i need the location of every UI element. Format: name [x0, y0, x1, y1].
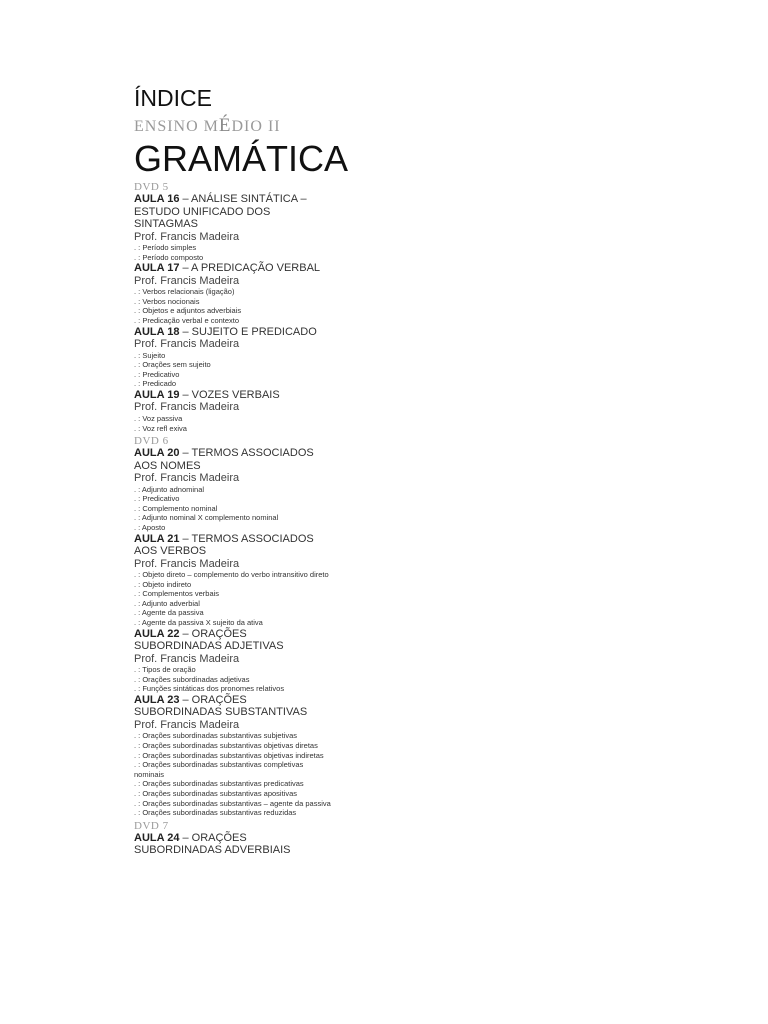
topic-list: [134, 485, 334, 533]
aula-entry: [134, 389, 334, 433]
aula-number: AULA 17: [134, 262, 180, 275]
course-subtitle-end: DIO II: [231, 118, 281, 135]
aula-entry: [134, 447, 334, 532]
aula-title: – SUJEITO E PREDICADO: [179, 325, 317, 338]
aula-heading: [134, 389, 334, 402]
dvd-label: DVD 7: [134, 819, 169, 832]
professor-name: Prof. Francis Madeira: [134, 230, 240, 243]
topic-item: . : Orações subordinadas substantivas apositivas: [134, 789, 298, 798]
aula-title: – TERMOS ASSOCIADOS AOS NOMES: [134, 447, 314, 472]
topic-item: . : Orações subordinadas substantivas predicativas: [134, 779, 304, 789]
topic-item: . : Verbos relacionais (ligação): [134, 287, 235, 297]
topic-item: . : Complemento nominal: [134, 503, 218, 513]
course-subtitle-start: ENSINO M: [134, 118, 219, 135]
aula-number: AULA 22: [134, 627, 180, 640]
dvd-label: DVD 5: [134, 181, 169, 193]
aula-title: – ORAÇÕES SUBORDINADAS ADJETIVAS: [134, 627, 284, 653]
aula-heading: [134, 326, 334, 339]
topic-item: . : Período composto: [134, 252, 204, 262]
aula-title: – VOZES VERBAIS: [179, 388, 280, 401]
topic-item: . : Predicação verbal e contexto: [134, 315, 240, 325]
aula-number: AULA 16: [134, 193, 180, 205]
professor-name: Prof. Francis Madeira: [134, 472, 240, 485]
aula-number: AULA 18: [134, 325, 180, 338]
aula-entry: [134, 694, 334, 818]
dvd-section: [134, 435, 334, 818]
aula-entry: [134, 326, 334, 389]
topic-item: . : Período simples: [134, 243, 197, 252]
topic-item: . : Orações subordinadas substantivas completivas nominais: [134, 760, 304, 779]
topic-item: . : Tipos de oração: [134, 665, 196, 675]
topic-list: [134, 414, 334, 433]
aula-heading: [134, 832, 334, 857]
professor-name: Prof. Francis Madeira: [134, 557, 240, 570]
topic-item: . : Objeto direto – complemento do verbo intransitivo direto: [134, 570, 329, 580]
aula-number: AULA 21: [134, 532, 180, 545]
topic-item: . : Orações subordinadas substantivas subjetivas: [134, 731, 298, 741]
professor-name: Prof. Francis Madeira: [134, 718, 240, 731]
topic-item: . : Predicado: [134, 379, 177, 389]
topic-list: [134, 665, 334, 694]
aula-title: – TERMOS ASSOCIADOS AOS VERBOS: [134, 532, 314, 558]
topic-list: [134, 243, 334, 262]
topic-item: . : Orações sem sujeito: [134, 360, 211, 370]
topic-list: [134, 570, 334, 628]
topic-item: . : Objeto indireto: [134, 579, 192, 589]
topic-list: [134, 351, 334, 389]
professor-name: Prof. Francis Madeira: [134, 338, 240, 351]
dvd-section: [134, 820, 334, 857]
dvd-list: [134, 181, 334, 857]
aula-entry: [134, 832, 334, 857]
aula-number: AULA 24: [134, 831, 180, 844]
aula-title: – ANÁLISE SINTÁTICA – ESTUDO UNIFICADO DOS SINTAGMAS: [134, 193, 307, 230]
course-subtitle: [134, 116, 334, 137]
topic-item: . : Adjunto nominal X complemento nominal: [134, 513, 279, 523]
aula-heading: [134, 533, 334, 558]
topic-item: . : Aposto: [134, 523, 166, 532]
aula-title: – A PREDICAÇÃO VERBAL: [179, 262, 321, 275]
topic-item: . : Predicativo: [134, 494, 180, 504]
professor-name: Prof. Francis Madeira: [134, 401, 240, 414]
aula-heading: [134, 262, 334, 275]
aula-entry: [134, 628, 334, 694]
professor-name: Prof. Francis Madeira: [134, 274, 240, 287]
topic-item: . : Objetos e adjuntos adverbiais: [134, 306, 242, 316]
index-document: [134, 84, 349, 857]
aula-heading: [134, 447, 334, 472]
topic-item: . : Agente da passiva: [134, 608, 204, 618]
aula-heading: [134, 193, 334, 231]
course-subtitle-accent: É: [218, 115, 232, 136]
topic-item: . : Verbos nocionais: [134, 296, 200, 306]
topic-item: . : Adjunto adnominal: [134, 484, 205, 494]
index-title: ÍNDICE: [134, 85, 212, 111]
topic-list: [134, 287, 334, 325]
topic-item: . : Predicativo: [134, 369, 180, 379]
topic-list: [134, 731, 334, 817]
aula-heading: [134, 628, 334, 653]
professor-name: Prof. Francis Madeira: [134, 652, 240, 665]
aula-title: – ORAÇÕES SUBORDINADAS SUBSTANTIVAS: [134, 693, 308, 719]
topic-item: . : Adjunto adverbial: [134, 598, 200, 608]
aula-entry: [134, 262, 334, 325]
topic-item: . : Agente da passiva X sujeito da ativa: [134, 618, 263, 628]
topic-item: . : Funções sintáticas dos pronomes relativos: [134, 684, 285, 694]
aula-heading: [134, 694, 334, 719]
topic-item: . : Voz refl exiva: [134, 423, 187, 433]
aula-title: – ORAÇÕES SUBORDINADAS ADVERBIAIS: [134, 831, 291, 857]
subject-title: GRAMÁTICA: [134, 138, 349, 179]
topic-item: . : Orações subordinadas substantivas objetivas diretas: [134, 741, 318, 751]
aula-number: AULA 20: [134, 447, 180, 460]
topic-item: . : Sujeito: [134, 350, 166, 360]
topic-item: . : Orações subordinadas substantivas objetivas indiretas: [134, 750, 324, 760]
aula-number: AULA 19: [134, 388, 180, 401]
topic-item: . : Voz passiva: [134, 413, 183, 423]
topic-item: . : Orações subordinadas substantivas – agente da passiva: [134, 798, 331, 808]
topic-item: . : Orações subordinadas adjetivas: [134, 674, 250, 684]
aula-number: AULA 23: [134, 693, 180, 706]
dvd-label: DVD 6: [134, 435, 169, 448]
topic-item: . : Orações subordinadas substantivas reduzidas: [134, 808, 297, 818]
dvd-section: [134, 181, 334, 433]
aula-entry: [134, 533, 334, 628]
topic-item: . : Complementos verbais: [134, 589, 220, 599]
aula-entry: [134, 193, 334, 262]
